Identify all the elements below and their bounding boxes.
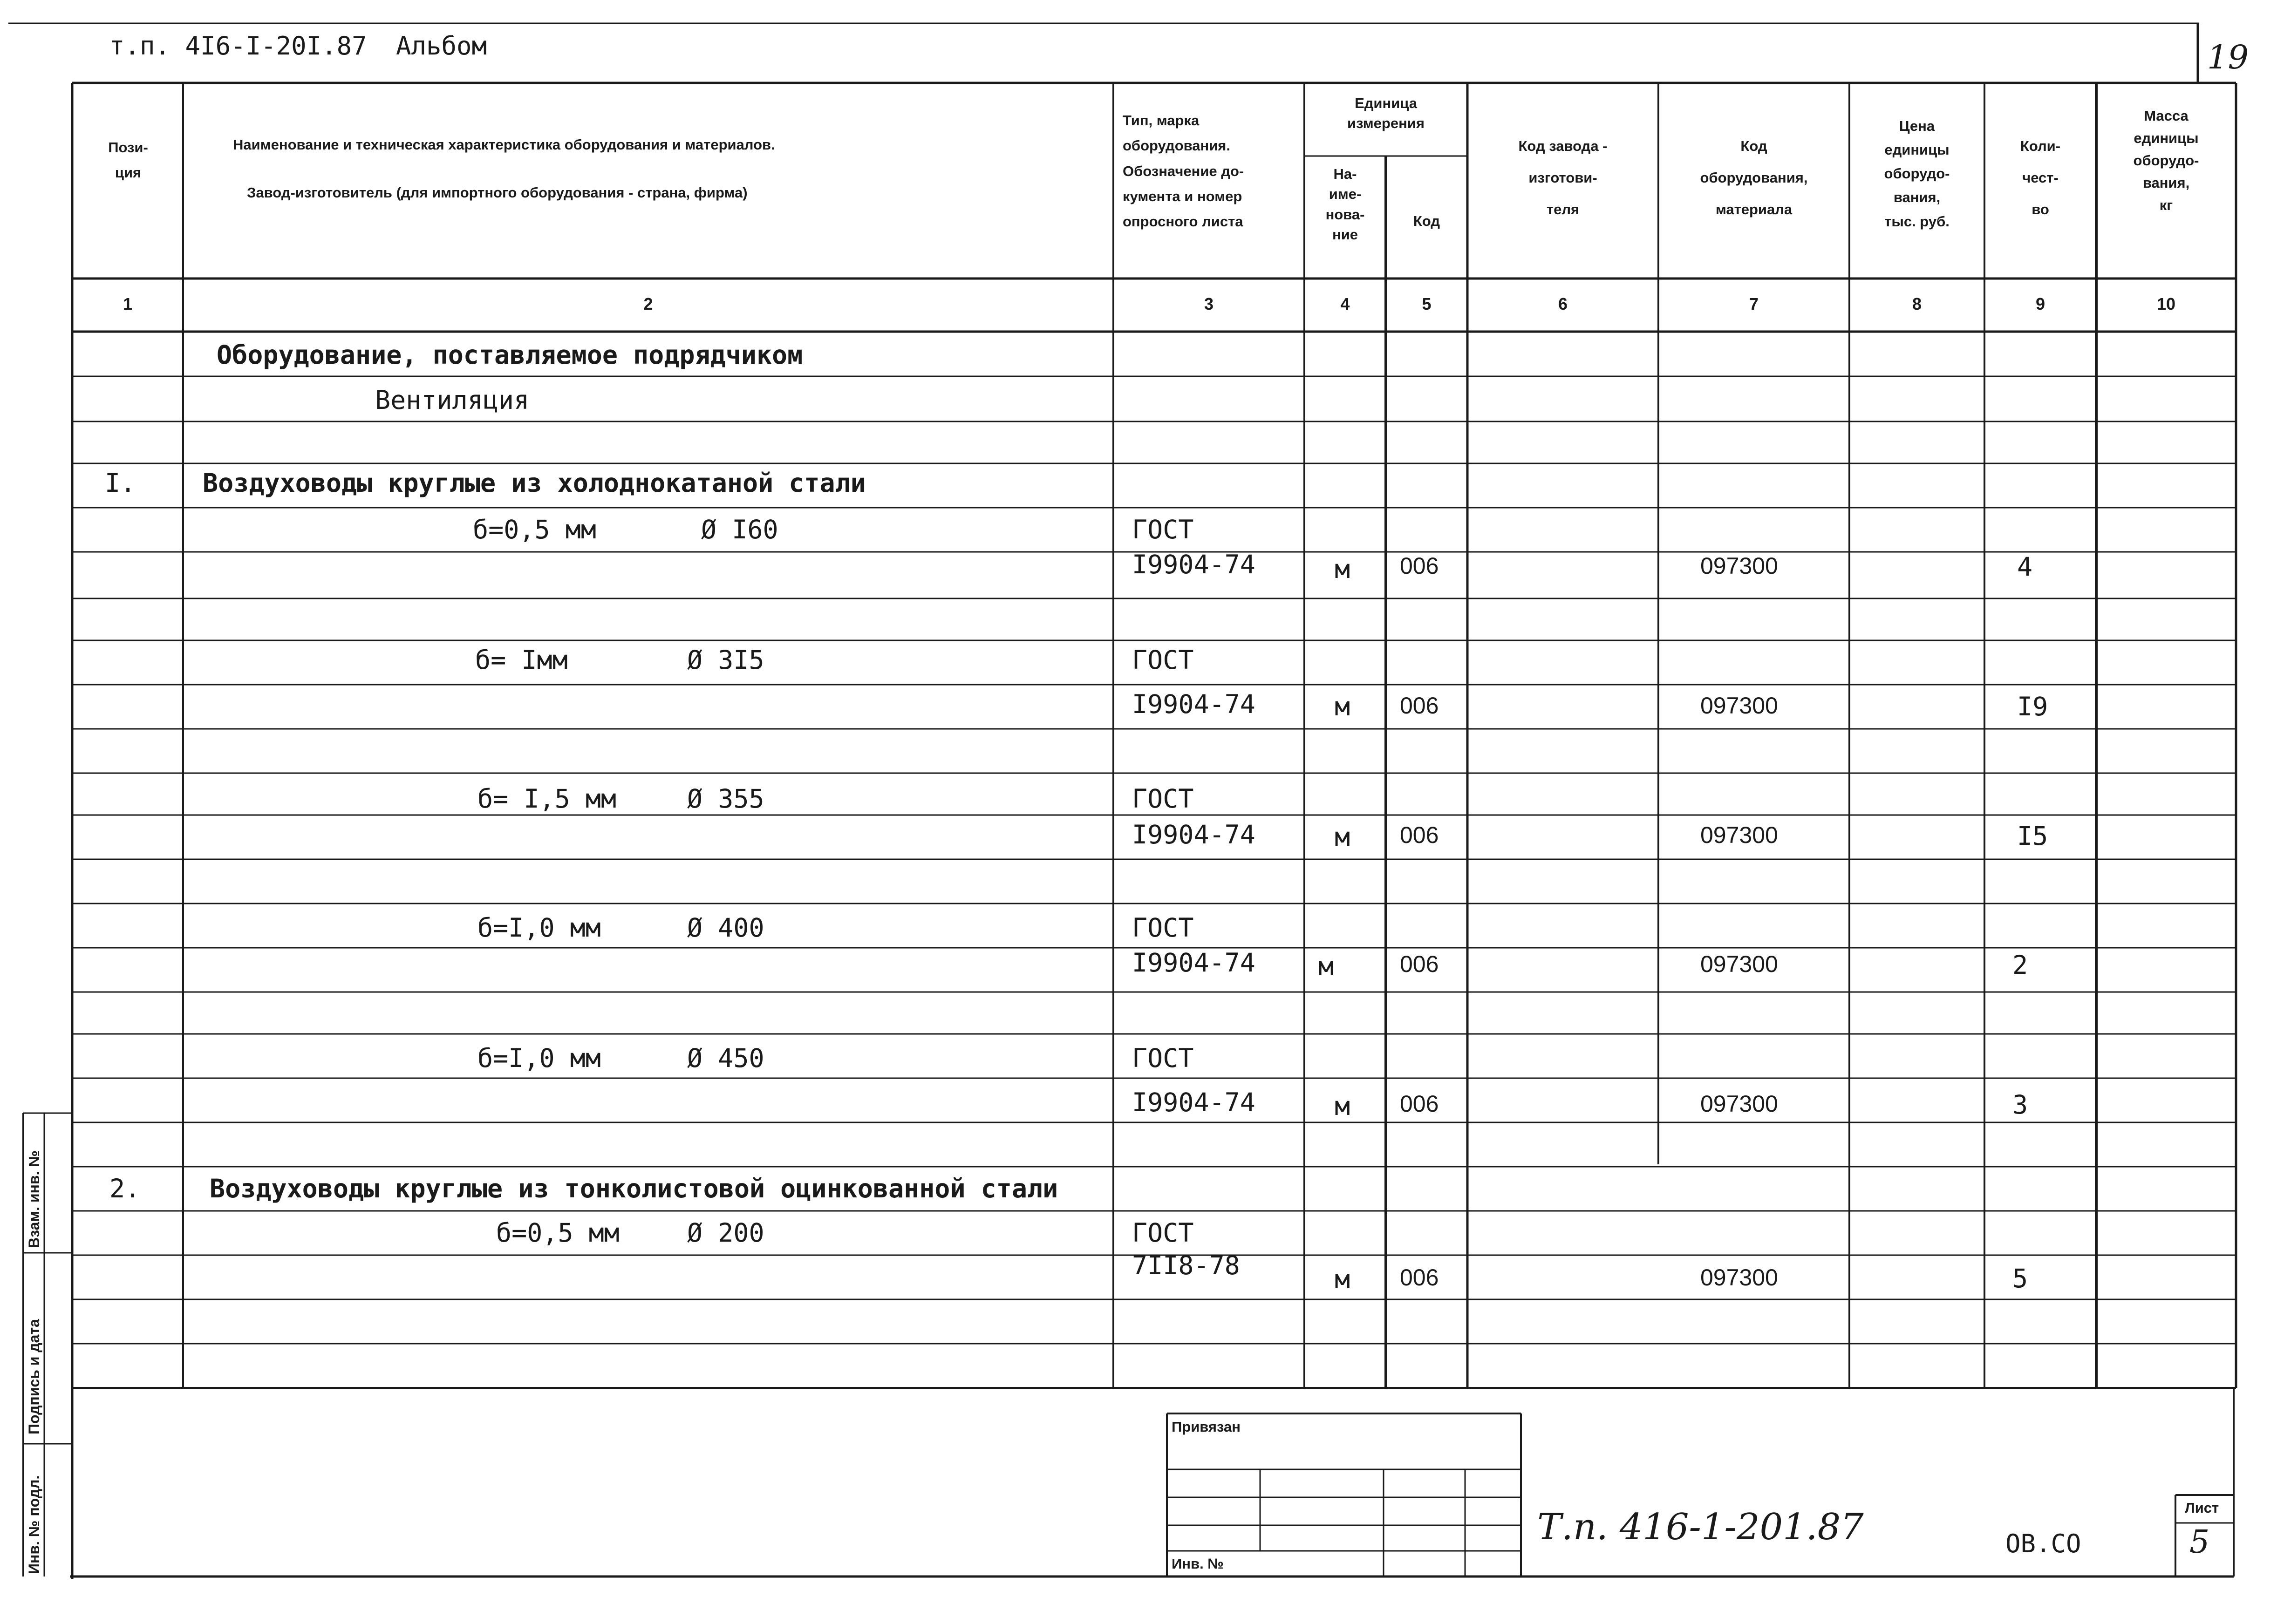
col-number: 7	[1749, 294, 1759, 313]
col-number: 9	[2035, 294, 2045, 313]
material-code: 097300	[1700, 553, 1778, 579]
unit-code: 006	[1400, 693, 1439, 719]
spec-diameter: Ø 450	[687, 1043, 764, 1073]
quantity: 4	[2017, 552, 2033, 582]
doc-number: I9904-74	[1132, 948, 1255, 978]
col7-header: Код оборудования, материала	[1700, 138, 1808, 218]
gost-label: ГОСТ	[1132, 515, 1194, 544]
doc-number: 7II8-78	[1132, 1250, 1240, 1280]
col-number: 5	[1422, 294, 1432, 313]
quantity: 3	[2012, 1090, 2028, 1120]
album-label: Альбом	[396, 31, 487, 61]
unit-name: м	[1318, 951, 1334, 981]
unit-code: 006	[1400, 1264, 1439, 1291]
document-designation: Т.п. 416-1-201.87	[1537, 1506, 1864, 1548]
quantity: I9	[2017, 692, 2048, 721]
item-position: I.	[105, 468, 136, 498]
col8-header: Цена единицы оборудо- вания, тыс. руб.	[1884, 118, 1950, 230]
material-code: 097300	[1700, 693, 1778, 719]
spec-diameter: Ø 400	[687, 913, 764, 943]
unit-code: 006	[1400, 951, 1439, 977]
doc-number: I9904-74	[1132, 1087, 1255, 1117]
stamp-signature-date: Подпись и дата	[26, 1319, 42, 1434]
spec-diameter: Ø I60	[701, 515, 778, 544]
stamp-replacement-inventory: Взам. инв. №	[26, 1150, 42, 1248]
spec-thickness: б=0,5 мм	[473, 515, 596, 544]
spec-thickness: б= Iмм	[475, 645, 568, 675]
doc-number: I9904-74	[1132, 820, 1255, 849]
col-number: 1	[123, 294, 133, 313]
unit-name: м	[1335, 692, 1350, 721]
spec-thickness: б=I,0 мм	[477, 913, 601, 943]
sheet-label: Лист	[2185, 1500, 2219, 1516]
col-number: 3	[1204, 294, 1214, 313]
stamp-inventory-original: Инв. № подл.	[26, 1475, 42, 1574]
item-name: Воздуховоды круглые из тонколистовой оцинкованной стали	[210, 1174, 1058, 1203]
inventory-label: Инв. №	[1172, 1556, 1224, 1572]
unit-name: м	[1335, 822, 1350, 852]
bound-label: Привязан	[1172, 1419, 1241, 1435]
col-number: 2	[643, 294, 653, 313]
unit-name: м	[1335, 1264, 1350, 1294]
item-name: Воздуховоды круглые из холоднокатаной стали	[203, 468, 866, 498]
item-position: 2.	[109, 1174, 141, 1203]
quantity: I5	[2017, 821, 2048, 851]
col4-header: На- име- нова- ние	[1325, 166, 1365, 243]
unit-name: м	[1335, 1091, 1350, 1121]
section-title: Оборудование, поставляемое подрядчиком	[217, 340, 803, 370]
gost-label: ГОСТ	[1132, 1043, 1194, 1073]
spec-diameter: Ø 200	[687, 1218, 764, 1248]
material-code: 097300	[1700, 1091, 1778, 1117]
col1-header: Пози- ция	[108, 139, 148, 181]
quantity: 5	[2012, 1264, 2028, 1293]
sheet-number: 5	[2189, 1524, 2210, 1561]
quantity: 2	[2012, 950, 2028, 980]
doc-reference: т.п. 4I6-I-20I.87	[109, 31, 367, 61]
spec-thickness: б= I,5 мм	[477, 784, 617, 814]
spec-diameter: Ø 355	[687, 784, 764, 814]
col10-header: Масса единицы оборудо- вания, кг	[2133, 108, 2199, 214]
page-number: 19	[2207, 38, 2249, 76]
col2-header: Наименование и техническая характеристика оборудования и материалов.	[233, 136, 775, 153]
unit-name: м	[1335, 554, 1350, 584]
subsection-title: Вентиляция	[375, 385, 530, 415]
unit-code: 006	[1400, 1091, 1439, 1117]
col-number: 6	[1558, 294, 1568, 313]
gost-label: ГОСТ	[1132, 645, 1194, 675]
spec-thickness: б=I,0 мм	[477, 1043, 601, 1073]
unit-code: 006	[1400, 822, 1439, 848]
col5-header: Код	[1413, 213, 1440, 229]
gost-label: ГОСТ	[1132, 784, 1194, 814]
unit-group-header: Единица измерения	[1347, 95, 1425, 132]
material-code: 097300	[1700, 1264, 1778, 1291]
section-code: ОВ.СО	[2005, 1529, 2081, 1558]
gost-label: ГОСТ	[1132, 1218, 1194, 1248]
spec-thickness: б=0,5 мм	[496, 1218, 620, 1248]
col6-header: Код завода - изготови- теля	[1518, 138, 1608, 218]
material-code: 097300	[1700, 822, 1778, 848]
spec-diameter: Ø 3I5	[687, 645, 764, 675]
gost-label: ГОСТ	[1132, 913, 1194, 943]
col2-subheader: Завод-изготовитель (для импортного оборудования - страна, фирма)	[247, 184, 748, 201]
unit-code: 006	[1400, 553, 1439, 579]
col-number: 8	[1912, 294, 1922, 313]
material-code: 097300	[1700, 951, 1778, 977]
doc-number: I9904-74	[1132, 550, 1255, 579]
doc-number: I9904-74	[1132, 689, 1255, 719]
col9-header: Коли- чест- во	[2020, 138, 2061, 218]
col-number: 4	[1340, 294, 1350, 313]
col3-header: Тип, марка оборудования. Обозначение до- кумента и номер опросного листа	[1123, 112, 1244, 230]
col-number: 10	[2156, 294, 2176, 313]
